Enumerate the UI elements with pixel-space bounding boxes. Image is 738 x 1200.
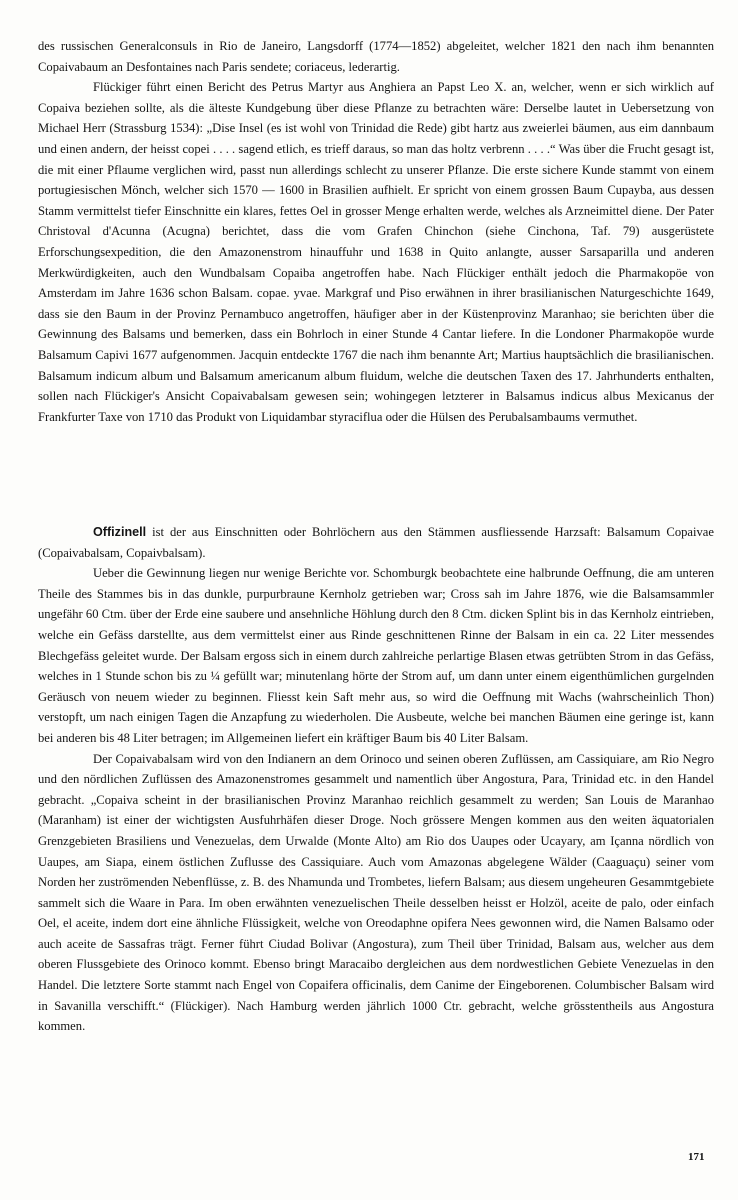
paragraph-officinal: [38, 522, 714, 563]
paragraph-harvesting: Ueber die Gewinnung liegen nur wenige Berichte vor. Schomburgk beobachtete eine halbrunde Oeffnung, die am unteren Theile des Stammes bis in das dunkle, purpurbraune Kernholz getrieben war; Cross sah im Jahre 1876, wie die Balsamsammler ungefähr 60 Ctm. über der Erde eine saubere und ansehnliche Höhlung durch den 8 Ctm. dicken Splint bis in das Kernholz eintrieben, welche ein Gefäss darstellte, aus dem vermittelst einer aus Rinde geschnittenen Rinne der Balsam in ein ca. 22 Liter messendes Blechgefäss geleitet wurde. Der Balsam ergoss sich in einem durch zahlreiche perlartige Blasen etwas getrübten Strom in das Gefäss, welches in 1 Stunde schon bis zu ¼ gefüllt war; minutenlang hörte der Strom auf, um dann unter einem eigenthümlichen gurgelnden Geräusch von neuem wieder zu beginnen. Fliesst kein Saft mehr aus, so wird die Oeffnung mit Wachs (wahrscheinlich Thon) verstopft, um nach einigen Tagen die Anzapfung zu wiederholen. Die Ausbeute, welche bei manchen Bäumen eine geringe ist, kann bei anderen bis 48 Liter betragen; im Allgemeinen liefert ein kräftiger Baum bis 40 Liter Balsam.: [38, 566, 714, 745]
paragraph-trade: Der Copaivabalsam wird von den Indianern an dem Orinoco und seinen oberen Zuflüssen, am Cassiquiare, am Rio Negro und den nördlichen Zuflüssen des Amazonenstromes gesammelt und namentlich über Angostura, Para, Trinidad etc. in den Handel gebracht. „Copaiva scheint in der brasilianischen Provinz Maranhao reichlich gesammelt zu werden; San Louis de Maranhao (Maranham) ist einer der wichtigsten Ausfuhrhäfen dieser Droge. Noch grössere Mengen kommen aus den weiten äquatorialen Grenzgebieten Brasiliens und Venezuelas, dem Urwalde (Monte Alto) am Rio dos Uaupes oder Ucayary, am Içanna nördlich von Uaupes, am Siapa, einem östlichen Zuflusse des Cassiquiare. Auch vom Amazonas abgelegene Wälder (Caaguaçu) seiner vom Norden her zuströmenden Nebenflüsse, z. B. des Nhamunda und Trombetes, liefern Balsam; aus diesem ungeheuren Gesammtgebiete sammelt sich die Waare in Para. Im oben erwähnten venezuelischen Theile desselben heisst er Holzöl, aceite de palo, oder einfach Oel, el aceite, indem dort eine ähnliche Flüssigkeit, welche von Oreodaphne opifera Nees gewonnen wird, die Namen Balsamo oder auch aceite de Sassafras trägt. Ferner führt Ciudad Bolivar (Angostura), zum Theil über Trinidad, Balsam aus, welcher aus dem oberen Flussgebiete des Orinoco kommt. Ebenso bringt Maracaibo dergleichen aus dem nordwestlichen Gebiete Venezuelas in den Handel. Die letztere Sorte stammt nach Engel von Copaifera officinalis, dem Canime der Eingeborenen. Columbischer Balsam wird in Savanilla verschifft.“ (Flückiger). Nach Hamburg werden jährlich 1000 Ctr. gebracht, welche grösstentheils aus Angostura kommen.: [38, 751, 714, 1034]
officinal-lead: Offizinell: [93, 525, 147, 539]
main-text-block: [38, 522, 714, 1037]
officinal-text: ist der aus Einschnitten oder Bohrlöchern aus den Stämmen ausfliessende Harzsaft: Balsamum Copaivae (Copaivabalsam, Copaivbalsam).: [38, 525, 714, 560]
paragraph-etymology: des russischen Generalconsuls in Rio de Janeiro, Langsdorff (1774—1852) abgeleitet, welcher 1821 den nach ihm benannten Copaivabaum an Desfontaines nach Paris sendete; coriaceus, lederartig.: [38, 39, 714, 74]
page-number: 171: [688, 1151, 705, 1163]
top-text-block: [38, 36, 714, 427]
paragraph-history: Flückiger führt einen Bericht des Petrus Martyr aus Anghiera an Papst Leo X. an, welcher, wenn er sich wirklich auf Copaiva beziehen sollte, als die älteste Kundgebung über diese Pflanze zu betrachten wäre: Derselbe lautet in Uebersetzung von Michael Herr (Strassburg 1534): „Dise Insel (es ist wohl von Trinidad die Rede) gibt hartz aus zweierlei bäumen, aus eim dannbaum und einen andern, der heisst copei . . . . sagend etlich, es trieff daraus, so man das holtz verbrenn . . . .“ Was über die Frucht gesagt ist, die mit einer Pflaume verglichen wird, passt nun allerdings schlecht zu unserer Pflanze. Die erste sichere Kunde stammt von einem portugiesischen Mönch, welcher sich 1570 — 1600 in Brasilien aufhielt. Er spricht von einem grossen Baum Cupayba, aus dessen Stamm vermittelst tiefer Einschnitte ein klares, fettes Oel in grosser Menge erhalten werde, welches als Arzneimittel diene. Der Pater Christoval d'Acunna (Acugna) berichtet, dass die vom Grafen Chinchon (siehe Cinchona, Taf. 79) ausgerüstete Erforschungsexpedition, die den Amazonenstrom hinauffuhr und 1638 in Quito anlangte, ausser Sarsaparilla und anderen Merkwürdigkeiten, auch den Wundbalsam Copaiba angetroffen habe. Nach Flückiger enthält jedoch die Pharmakopöe von Amsterdam im Jahre 1636 schon Balsam. copae. yvae. Markgraf und Piso erwähnen in ihrer brasilianischen Naturgeschichte 1649, dass sie den Baum in der Provinz Pernambuco angetroffen, häufiger aber in der Küstenprovinz Maranhao; sie berichten über die Gewinnung des Balsams und bemerken, dass ein Bohrloch in einer Stunde 4 Cantar liefere. In die Londoner Pharmakopöe wurde Balsamum Capivi 1677 aufgenommen. Jacquin entdeckte 1767 die nach ihm benannte Art; Martius hauptsächlich die brasilianischen. Balsamum indicum album und Balsamum americanum album fluidum, welche die deutschen Taxen des 17. Jahrhunderts enthalten, sollen nach Flückiger's Ansicht Copaivabalsam gewesen sein; wohingegen letzterer in Balsamus indicus albus Mexicanus der Frankfurter Taxe von 1710 das Produkt von Liquidambar styraciflua oder die Hülsen des Perubalsambaums vermuthet.: [38, 80, 714, 424]
